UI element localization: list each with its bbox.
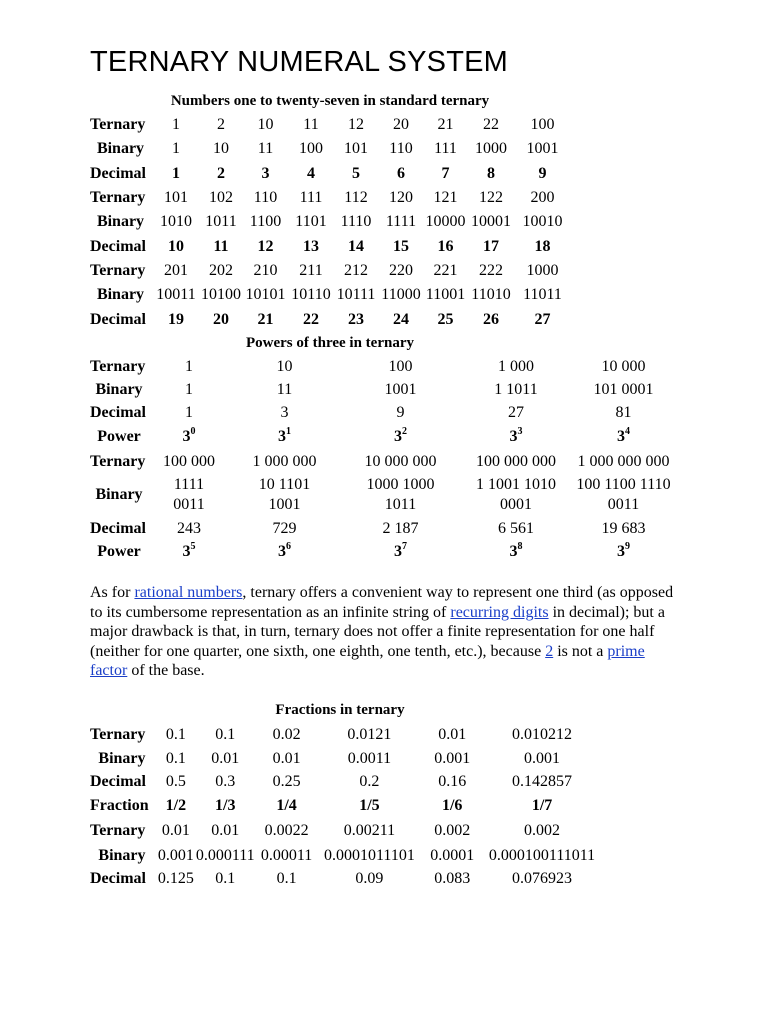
row-label-binary: Binary <box>98 846 146 864</box>
power-base: 3 <box>394 542 402 560</box>
para-text: As for <box>90 584 135 601</box>
decimal-cell: 26 <box>483 310 499 328</box>
para-text: in decimal); but a major drawback is that, in turn, ternary does not offer a finite representation for one half (neither for one quarter, one sixth, one eighth, one tenth, etc.), because <box>90 603 665 660</box>
binary-line: 0011 <box>173 496 205 513</box>
binary-line: 1001 <box>268 496 301 513</box>
fraction-cell: 1/2 <box>165 796 187 814</box>
std-table-caption: Numbers one to twenty-seven in standard ternary <box>170 93 490 109</box>
table-row <box>90 186 570 210</box>
power-exponent: 6 <box>286 540 291 552</box>
ternary-cell: 1 <box>185 357 193 375</box>
power-base: 3 <box>509 428 518 445</box>
frac-table-caption: Fractions in ternary <box>275 702 405 718</box>
table-row <box>90 283 570 307</box>
binary-line: 10 1101 <box>258 476 311 493</box>
ternary-cell: 0.01 <box>211 822 240 839</box>
ternary-cell: 22 <box>483 116 499 133</box>
binary-line: 0011 <box>607 496 640 513</box>
table-row <box>90 161 570 186</box>
binary-cell: 1110 <box>340 213 372 230</box>
binary-cell: 11011 <box>523 286 562 303</box>
power-cell <box>341 424 460 450</box>
row-label-binary: Binary <box>96 213 145 230</box>
power-cell <box>572 540 675 563</box>
row-label-ternary: Ternary <box>90 822 146 839</box>
binary-cell: 0.000100111011 <box>488 846 596 864</box>
decimal-cell: 3 <box>261 164 270 182</box>
binary-cell: 10100 <box>201 286 241 303</box>
ternary-cell: 21 <box>437 116 454 133</box>
table-row <box>90 540 675 563</box>
row-label-decimal: Decimal <box>90 869 146 887</box>
power-base: 3 <box>278 542 286 560</box>
ternary-cell: 0.01 <box>161 822 190 839</box>
binary-cell: 10111 <box>336 286 376 303</box>
page-title: TERNARY NUMERAL SYSTEM <box>90 46 509 78</box>
table-row <box>90 355 675 378</box>
binary-cell: 0.001 <box>157 846 194 864</box>
power-base: 3 <box>182 428 191 445</box>
pow-table <box>90 355 675 563</box>
binary-cell: 1000 <box>475 140 507 157</box>
decimal-cell: 24 <box>393 310 409 328</box>
decimal-cell: 0.1 <box>215 869 236 887</box>
ternary-cell: 10 <box>276 357 293 375</box>
binary-cell <box>150 378 228 401</box>
table-row <box>90 517 675 540</box>
power-base: 3 <box>182 542 191 560</box>
row-label-decimal: Decimal <box>90 237 146 255</box>
table-row <box>90 844 600 867</box>
row-label-binary: Binary <box>98 749 146 767</box>
row-label-ternary: Ternary <box>90 262 146 279</box>
ternary-cell: 0.002 <box>524 822 561 839</box>
ternary-cell: 1 000 <box>498 357 534 375</box>
ternary-cell: 122 <box>479 189 503 206</box>
decimal-cell: 4 <box>307 164 315 182</box>
binary-cell: 0.0011 <box>347 749 392 767</box>
pow-table-caption: Powers of three in ternary <box>245 335 414 351</box>
table-row <box>90 747 600 770</box>
power-cell <box>228 540 341 563</box>
binary-cell: 1100 <box>249 213 282 230</box>
binary-cell: 0.0001 <box>430 846 475 864</box>
ternary-cell: 11 <box>303 116 319 133</box>
power-cell <box>341 540 460 563</box>
binary-cell: 11 <box>257 140 274 157</box>
decimal-cell: 0.142857 <box>512 772 573 790</box>
decimal-cell: 0.076923 <box>512 869 573 887</box>
table-row <box>90 378 675 401</box>
table-row <box>90 867 600 890</box>
ternary-cell: 202 <box>209 262 233 279</box>
power-base: 3 <box>278 428 286 445</box>
decimal-cell: 19 <box>168 310 184 328</box>
ternary-cell: 100 000 <box>163 452 215 470</box>
decimal-cell: 12 <box>257 237 274 255</box>
row-label-decimal: Decimal <box>90 519 146 537</box>
ternary-cell: 212 <box>344 262 368 279</box>
decimal-cell: 6 <box>397 164 405 182</box>
ternary-cell: 100 <box>388 357 413 375</box>
decimal-cell: 9 <box>396 403 405 421</box>
binary-cell: 10000 <box>425 213 466 230</box>
binary-cell: 10010 <box>522 213 563 230</box>
binary-cell: 11010 <box>471 286 511 303</box>
row-label-decimal: Decimal <box>90 164 146 182</box>
ternary-cell: 10 <box>257 116 274 133</box>
ternary-cell: 0.0022 <box>264 822 309 839</box>
power-exponent: 1 <box>286 426 291 437</box>
binary-cell: 11000 <box>381 286 421 303</box>
row-label-decimal: Decimal <box>90 403 146 421</box>
ternary-cell: 0.0121 <box>347 726 392 743</box>
ternary-cell: 220 <box>389 262 413 279</box>
binary-cell: 100 <box>299 140 323 157</box>
row-label-binary: Binary <box>95 486 143 503</box>
binary-cell: 0.001 <box>524 749 561 767</box>
decimal-cell: 7 <box>441 164 450 182</box>
ternary-cell: 121 <box>433 189 458 206</box>
ternary-cell: 2 <box>217 116 225 133</box>
table-row <box>90 424 675 450</box>
table-row <box>90 818 600 844</box>
row-label-decimal: Decimal <box>90 310 146 328</box>
power-exponent: 0 <box>190 426 196 437</box>
row-label-ternary: Ternary <box>90 189 146 206</box>
binary-cell <box>341 473 460 517</box>
ternary-cell: 0.1 <box>165 726 186 743</box>
decimal-cell: 27 <box>508 403 524 421</box>
binary-cell: 1101 <box>295 213 327 230</box>
power-exponent: 9 <box>625 540 630 552</box>
decimal-cell: 17 <box>483 237 499 255</box>
table-row <box>90 723 600 747</box>
ternary-cell: 0.002 <box>434 822 471 839</box>
decimal-cell: 18 <box>534 237 551 255</box>
decimal-cell: 23 <box>348 310 364 328</box>
binary-cell: 101 <box>344 140 368 157</box>
power-base: 3 <box>509 542 518 560</box>
binary-line: 1 <box>185 380 193 398</box>
binary-cell <box>572 378 675 401</box>
ternary-cell: 222 <box>479 262 503 279</box>
rational-numbers-paragraph <box>90 583 678 681</box>
row-label-ternary: Ternary <box>90 116 146 133</box>
decimal-cell: 1 <box>185 403 193 421</box>
ternary-cell: 20 <box>393 116 409 133</box>
power-exponent: 7 <box>402 540 407 552</box>
ternary-cell: 0.010212 <box>512 726 573 743</box>
binary-cell <box>460 473 572 517</box>
table-row <box>90 450 675 473</box>
row-label-power: Power <box>97 542 141 560</box>
binary-cell <box>228 378 341 401</box>
binary-cell: 0.0001011101 <box>324 846 415 864</box>
table-row <box>90 137 570 161</box>
binary-cell: 0.01 <box>272 749 301 767</box>
ternary-cell: 12 <box>348 116 364 133</box>
rational-numbers-link[interactable]: rational numbers <box>134 584 243 601</box>
binary-cell: 10001 <box>471 213 511 230</box>
binary-line: 1000 1000 <box>366 476 435 493</box>
binary-line: 100 1100 1110 <box>576 476 671 493</box>
binary-cell <box>460 378 572 401</box>
decimal-cell: 25 <box>437 310 454 328</box>
power-exponent: 5 <box>190 540 196 552</box>
power-exponent: 3 <box>517 426 523 437</box>
fraction-cell: 1/6 <box>441 796 463 814</box>
decimal-cell: 5 <box>352 164 360 182</box>
decimal-cell: 0.125 <box>157 869 194 887</box>
binary-line: 0001 <box>500 496 532 513</box>
ternary-cell: 112 <box>344 189 368 206</box>
binary-cell: 10101 <box>245 286 286 303</box>
binary-cell: 10 <box>213 140 229 157</box>
decimal-cell: 0.3 <box>215 772 236 790</box>
table-row <box>90 307 570 332</box>
ternary-cell: 1 <box>172 116 180 133</box>
decimal-cell: 8 <box>487 164 495 182</box>
power-cell <box>460 540 572 563</box>
prime-link[interactable]: prime <box>607 642 645 660</box>
ternary-cell: 1000 <box>526 262 559 279</box>
table-row <box>90 401 675 424</box>
decimal-cell: 0.2 <box>359 772 380 790</box>
row-label-decimal: Decimal <box>90 772 146 790</box>
binary-cell: 1111 <box>385 213 417 230</box>
decimal-cell: 15 <box>393 237 409 255</box>
decimal-cell: 19 683 <box>601 519 646 537</box>
row-label-binary: Binary <box>96 140 145 157</box>
binary-cell: 0.1 <box>165 749 186 767</box>
fraction-cell: 1/7 <box>531 796 553 814</box>
binary-line: 1111 <box>173 476 205 493</box>
ternary-cell: 0.01 <box>438 726 467 743</box>
power-base: 3 <box>617 428 625 445</box>
decimal-cell: 3 <box>280 403 289 421</box>
two-link[interactable]: 2 <box>545 642 554 660</box>
ternary-cell: 211 <box>299 262 323 279</box>
ternary-cell: 10 000 <box>601 357 646 375</box>
ternary-cell: 120 <box>389 189 413 206</box>
row-label-ternary: Ternary <box>90 357 146 375</box>
decimal-cell: 0.09 <box>355 869 384 887</box>
binary-line: 101 0001 <box>593 380 654 398</box>
binary-line: 1 1001 1010 <box>476 476 556 493</box>
decimal-cell: 0.25 <box>272 772 301 790</box>
binary-cell: 0.000111 <box>195 846 255 864</box>
decimal-cell: 1 <box>172 164 180 182</box>
binary-cell: 0.001 <box>434 749 471 767</box>
power-cell <box>150 424 228 450</box>
recurring-digits-link[interactable]: recurring digits <box>450 603 549 621</box>
decimal-cell: 20 <box>213 310 229 328</box>
decimal-cell: 6 561 <box>498 519 534 537</box>
row-label-power: Power <box>97 428 141 445</box>
decimal-cell: 0.5 <box>165 772 186 790</box>
std-table <box>90 113 570 332</box>
table-row <box>90 793 600 818</box>
ternary-cell: 221 <box>433 262 458 279</box>
binary-cell: 1 <box>172 140 180 157</box>
ternary-cell: 101 <box>164 189 188 206</box>
decimal-cell: 11 <box>213 237 229 255</box>
ternary-cell: 200 <box>530 189 555 206</box>
power-exponent: 4 <box>625 426 630 437</box>
table-row <box>90 234 570 259</box>
factor-link[interactable]: factor <box>90 662 128 679</box>
para-text: , ternary offers a convenient way to represent one third (as opposed to its cumbersome representation as an infinite string of <box>90 584 674 621</box>
binary-line: 1011 <box>384 496 417 513</box>
decimal-cell: 0.1 <box>276 869 297 887</box>
row-label-ternary: Ternary <box>90 726 146 743</box>
binary-cell <box>150 473 228 517</box>
binary-line: 11 <box>276 380 293 398</box>
binary-cell: 1010 <box>160 213 192 230</box>
ternary-cell: 210 <box>253 262 278 279</box>
binary-cell: 11001 <box>425 286 466 303</box>
decimal-cell: 27 <box>534 310 551 328</box>
binary-cell <box>572 473 675 517</box>
row-label-ternary: Ternary <box>90 452 146 470</box>
decimal-cell: 729 <box>272 519 297 537</box>
ternary-cell: 110 <box>253 189 278 206</box>
binary-cell: 110 <box>389 140 413 157</box>
binary-cell: 111 <box>434 140 457 157</box>
ternary-cell: 0.00211 <box>343 822 396 839</box>
binary-cell: 0.01 <box>211 749 240 767</box>
binary-cell: 0.00011 <box>260 846 313 864</box>
binary-cell <box>341 378 460 401</box>
decimal-cell: 81 <box>615 403 632 421</box>
fraction-cell: 1/4 <box>276 796 297 814</box>
binary-cell: 10011 <box>156 286 196 303</box>
ternary-cell: 100 000 000 <box>476 452 556 470</box>
ternary-cell: 0.1 <box>215 726 236 743</box>
decimal-cell: 22 <box>303 310 319 328</box>
power-cell <box>460 424 572 450</box>
decimal-cell: 14 <box>348 237 364 255</box>
power-cell <box>150 540 228 563</box>
decimal-cell: 0.16 <box>438 772 467 790</box>
row-label-fraction: Fraction <box>90 796 149 814</box>
binary-cell: 1011 <box>205 213 237 230</box>
ternary-cell: 201 <box>164 262 188 279</box>
ternary-cell: 1 000 000 <box>252 452 317 470</box>
decimal-cell: 16 <box>437 237 454 255</box>
binary-line: 1 1011 <box>494 380 538 398</box>
ternary-cell: 10 000 000 <box>364 452 437 470</box>
ternary-cell: 102 <box>209 189 233 206</box>
ternary-cell: 1 000 000 000 <box>577 452 670 470</box>
fraction-cell: 1/5 <box>359 796 380 814</box>
power-exponent: 8 <box>517 540 523 552</box>
decimal-cell: 243 <box>177 519 201 537</box>
table-row <box>90 770 600 793</box>
power-cell <box>228 424 341 450</box>
power-exponent: 2 <box>402 426 407 437</box>
table-row <box>90 259 570 283</box>
decimal-cell: 9 <box>538 164 547 182</box>
table-row <box>90 113 570 137</box>
ternary-cell: 111 <box>299 189 323 206</box>
row-label-binary: Binary <box>96 286 145 303</box>
decimal-cell: 21 <box>257 310 274 328</box>
decimal-cell: 13 <box>303 237 319 255</box>
binary-cell: 10110 <box>291 286 331 303</box>
fraction-cell: 1/3 <box>215 796 236 814</box>
table-row <box>90 210 570 234</box>
para-text: is not a <box>553 642 608 660</box>
ternary-cell: 100 <box>530 116 555 133</box>
decimal-cell: 10 <box>168 237 184 255</box>
binary-cell: 1001 <box>526 140 559 157</box>
power-base: 3 <box>394 428 402 445</box>
binary-line: 1001 <box>384 380 417 398</box>
ternary-cell: 0.02 <box>272 726 301 743</box>
frac-table <box>90 723 600 890</box>
decimal-cell: 2 <box>217 164 225 182</box>
decimal-cell: 0.083 <box>434 869 471 887</box>
table-row <box>90 473 675 517</box>
decimal-cell: 2 187 <box>382 519 419 537</box>
binary-cell <box>228 473 341 517</box>
power-base: 3 <box>617 542 625 560</box>
power-cell <box>572 424 675 450</box>
row-label-binary: Binary <box>95 380 143 398</box>
para-text: of the base. <box>127 662 205 679</box>
